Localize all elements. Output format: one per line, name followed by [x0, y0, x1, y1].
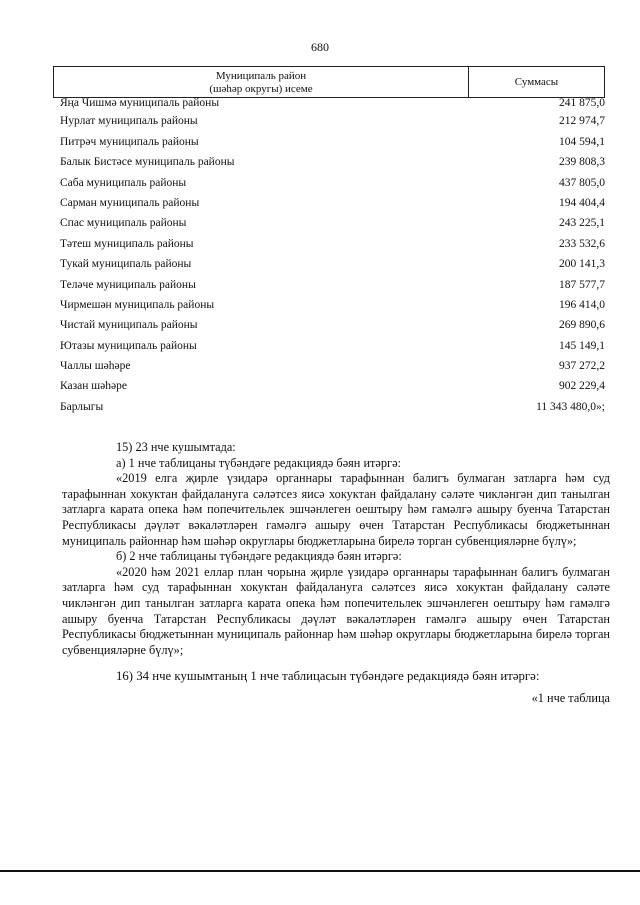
row-name: Теләче муниципаль районы [60, 278, 196, 291]
row-sum: 187 577,7 [559, 278, 605, 291]
subvention-table [53, 66, 605, 413]
table-label: «1 нче таблица [531, 690, 610, 705]
table-row [53, 127, 605, 147]
row-sum: 194 404,4 [559, 196, 605, 209]
table-row [53, 372, 605, 392]
row-sum: 145 149,1 [559, 339, 605, 352]
row-name: Нурлат муниципаль районы [60, 115, 198, 128]
item-15b: б) 2 нче таблицаны түбәндәге редакциядә бәян итәргә: [116, 549, 402, 564]
page-bottom-rule [0, 870, 640, 872]
item-16: 16) 34 нче кушымтаның 1 нче таблицасын түбәндәге редакциядә бәян итәргә: [116, 669, 540, 684]
body-text [62, 440, 610, 707]
header-sum-cell: Суммасы [514, 76, 559, 88]
row-sum: 233 532,6 [559, 237, 605, 250]
row-sum: 437 805,0 [559, 176, 605, 189]
table-row [53, 331, 605, 351]
row-name: Тукай муниципаль районы [60, 258, 192, 271]
row-sum: 902 229,4 [559, 380, 605, 393]
row-name: Сарман муниципаль районы [60, 196, 200, 209]
row-sum: 243 225,1 [559, 217, 605, 230]
row-name: Чирмешән муниципаль районы [60, 298, 215, 311]
row-sum: 196 414,0 [559, 298, 605, 311]
row-sum: 11 343 480,0»; [536, 400, 605, 413]
row-sum: 937 272,2 [559, 360, 605, 373]
row-name: Чаллы шәһәре [60, 360, 131, 373]
table-row [53, 250, 605, 270]
row-sum: 200 141,3 [559, 258, 605, 271]
table-row [53, 229, 605, 249]
row-name: Яңа Чишмә муниципаль районы [60, 97, 220, 109]
table-row [53, 270, 605, 290]
header-name-line1: Муниципаль район [215, 70, 307, 82]
row-sum: 241 875,0 [559, 97, 605, 109]
row-name: Спас муниципаль районы [60, 217, 187, 230]
row-name: Питрәч муниципаль районы [60, 135, 199, 148]
item-15b-quote: «2020 һәм 2021 еллар план чорына җирле үзидарә органнары тарафыннан балигъ булмаган затларга һәм суд тарафыннан хокуктан файдалануга сәләтсез яисә хокуктан файдалану сәләте чикләнгән дип танылган затларга карата опека һәм попечительлек эшчәнлеген оештыру һәм гамәлгә ашыру буенча Татарстан Республикасы дәүләт вәкаләтләрен гамәлгә ашыру өчен Татарстан Республикасы бюджетыннан муниципаль районнар һәм шәһәр округлары бюджетларына бирелә торган субвенцияләрне бүлү»; [62, 564, 610, 657]
table-row [53, 392, 605, 412]
item-15a-quote: «2019 елга җирле үзидарә органнары тарафыннан балигъ булмаган затларга һәм суд тарафыннан хокуктан файдалануга сәләтсез яисә хокуктан файдалану сәләте чикләнгән дип танылган затларга карата опека һәм попечительлек эшчәнлеген оештыру һәм гамәлгә ашыру буенча Татарстан Республикасы дәүләт вәкаләтләрен гамәлгә ашыру өчен Татарстан Республикасы бюджетыннан муниципаль районнар һәм шәһәр округлары бюджетларына бирелә торган субвенцияләрне бүлү»; [62, 471, 610, 548]
row-name: Ютазы муниципаль районы [60, 339, 197, 352]
row-sum: 212 974,7 [559, 115, 605, 128]
row-name: Барлыгы [60, 400, 104, 413]
row-sum: 269 890,6 [559, 319, 605, 332]
row-name: Балык Бистәсе муниципаль районы [60, 156, 235, 169]
table-row [53, 189, 605, 209]
table-row [53, 311, 605, 331]
row-name: Саба муниципаль районы [60, 176, 187, 189]
item-15: 15) 23 нче кушымтада: [116, 440, 236, 454]
table-row [53, 168, 605, 188]
row-sum: 104 594,1 [559, 135, 605, 148]
table-row [53, 97, 605, 107]
row-name: Казан шәһәре [60, 380, 127, 393]
table-header [53, 66, 605, 98]
table-row [53, 148, 605, 168]
row-sum: 239 808,3 [559, 156, 605, 169]
table-row [53, 107, 605, 127]
table-row [53, 209, 605, 229]
header-name-line2: (шәһәр округы) исеме [209, 83, 313, 95]
item-15a: а) 1 нче таблицаны түбәндәге редакциядә бәян итәргә: [116, 455, 401, 470]
table-body [53, 97, 605, 413]
row-name: Чистай муниципаль районы [60, 319, 198, 332]
header-name-cell [54, 67, 469, 97]
row-name: Тәтеш муниципаль районы [60, 237, 194, 250]
table-row [53, 291, 605, 311]
table-row [53, 352, 605, 372]
page-number: 680 [311, 40, 329, 54]
